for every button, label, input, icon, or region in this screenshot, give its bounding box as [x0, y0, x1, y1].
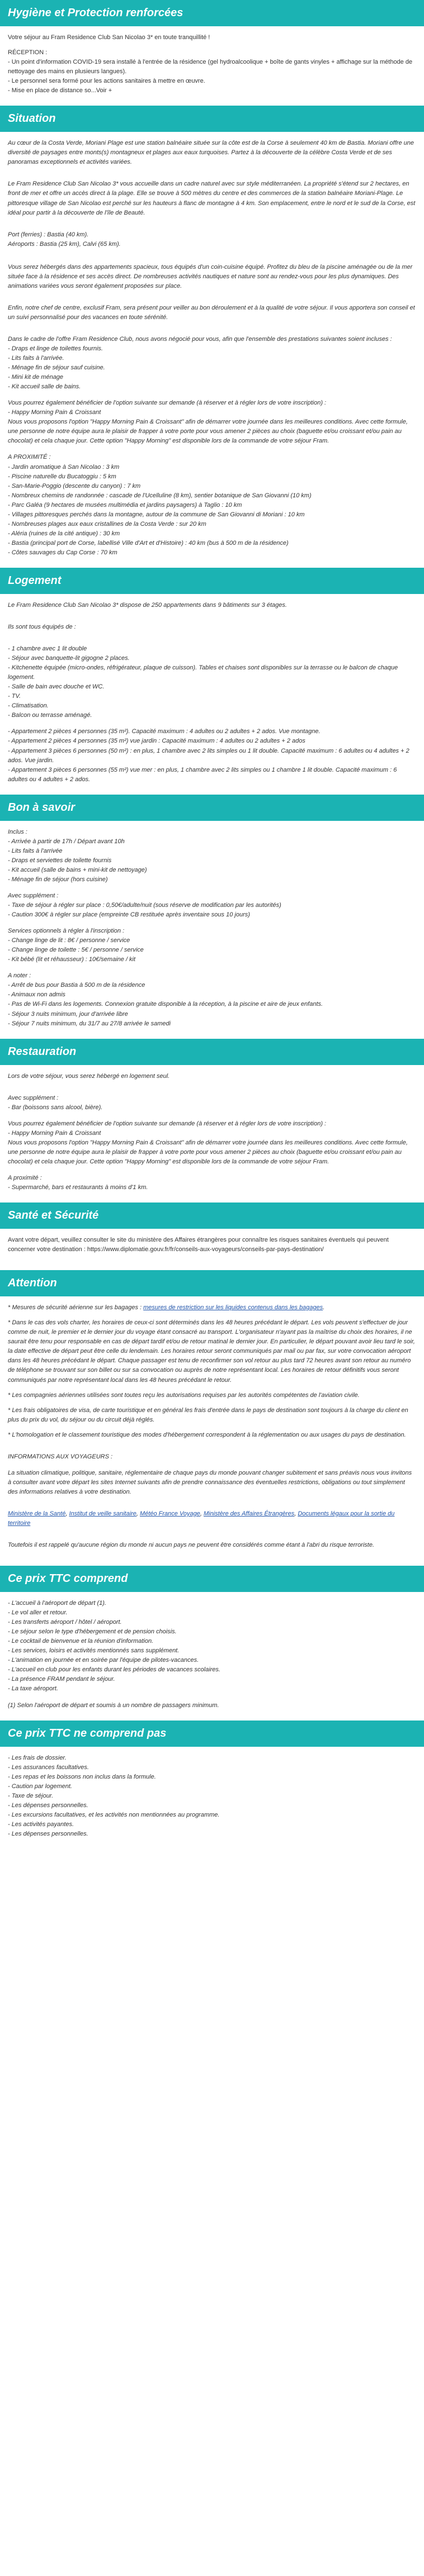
list-item: - Nombreux chemins de randonnée : cascade de l'Ucelluline (8 km), sentier botanique de San Giovanni (10 km): [8, 492, 312, 499]
link-ministere-sante[interactable]: Ministère de la Santé: [8, 1510, 66, 1517]
attention-paragraph: * L'homologation et le classement touristique des modes d'hébergement correspondent à la réglementation ou aux usages du pays de destination.: [8, 1431, 406, 1438]
sante-paragraph: Avant votre départ, veuillez consulter le site du ministère des Affaires étrangères pour connaître les risques sanitaires éventuels qui peuvent concerner votre destination : https://www.diplomatie.gouv.fr/fr/conseils-aux-voyageurs/conseils-par-pays-destination/: [8, 1237, 389, 1253]
list-item: - Séjour avec banquette-lit gigogne 2 places.: [8, 655, 130, 662]
hygiene-section-title: Hygiène et Protection renforcées: [0, 0, 424, 26]
list-item: - Parc Galéa (9 hectares de musées multimédia et jardins paysagers) à Taglio : 10 km: [8, 501, 242, 508]
baggage-security-suffix: .: [323, 1304, 325, 1311]
list-item: - Balcon ou terrasse aménagé.: [8, 712, 92, 719]
logement-section-title: Logement: [0, 568, 424, 594]
inclus-heading: Inclus :: [8, 828, 27, 835]
list-item: - Les repas et les boissons non inclus dans la formule.: [8, 1773, 156, 1780]
list-item: - Les services, loisirs et activités mentionnés sans supplément.: [8, 1647, 180, 1655]
list-item: - Taxe de séjour.: [8, 1792, 54, 1799]
terrorism-notice: Toutefois il est rappelé qu'aucune région du monde ni aucun pays ne peuvent être considérés comme étant à l'abri du risque terroriste.: [8, 1542, 375, 1549]
list-item: - Séjour 7 nuits minimum, du 31/7 au 27/8 arrivée le samedi: [8, 1020, 171, 1027]
included-services-list: [8, 335, 416, 392]
hygiene-section-body: [0, 26, 424, 106]
equipment-list: [8, 644, 416, 720]
bonasavoir-section-body: [0, 821, 424, 1039]
noter-heading: A noter :: [8, 972, 31, 980]
hygiene-line: - Le personnel sera formé pour les actions sanitaires à mettre en œuvre.: [8, 78, 205, 85]
list-item: - Les dépenses personnelles.: [8, 1802, 88, 1809]
list-item: - Les transferts aéroport / hôtel / aéroport.: [8, 1619, 122, 1626]
link-documents-legaux[interactable]: Documents légaux pour la sortie du territoire: [8, 1510, 395, 1527]
list-item: - Les frais de dossier.: [8, 1754, 67, 1761]
footnote: (1) Selon l'aéroport de départ et soumis à un nombre de passagers minimum.: [8, 1702, 219, 1709]
list-item: - Les activités payantes.: [8, 1821, 74, 1828]
link-affaires-etrangeres[interactable]: Ministère des Affaires Étrangères: [204, 1510, 295, 1517]
list-item: - L'animation en journée et en soirée par l'équipe de pilotes-vacances.: [8, 1657, 199, 1664]
restauration-section-body: [0, 1065, 424, 1203]
list-item: - Taxe de séjour à régler sur place : 0,50€/adulte/nuit (sous réserve de modification par les autorités): [8, 902, 281, 909]
prix-comprend-section-body: [0, 1592, 424, 1720]
list-item: - Climatisation.: [8, 702, 49, 710]
list-item: - Jardin aromatique à San Nicolao : 3 km: [8, 463, 120, 470]
situation-section-title: Situation: [0, 106, 424, 132]
sante-section-body: [0, 1229, 424, 1270]
prix-non-compris-section-body: [0, 1747, 424, 1849]
list-item: - Lits faits à l'arrivée.: [8, 355, 64, 362]
attention-section-title: Attention: [0, 1270, 424, 1296]
link-meteo-france[interactable]: Météo France Voyage: [140, 1510, 200, 1517]
list-item: - Appartement 2 pièces 4 personnes (35 m²) vue jardin : Capacité maximum : 4 adultes ou 2 adultes + 2 ados: [8, 738, 305, 745]
attention-paragraph: * Les frais obligatoires de visa, de carte touristique et en général les frais d'entrée dans le pays de destination sont toujours à la charge du client en plus du prix du vol, du séjour ou du circuit déjà réglés.: [8, 1406, 408, 1423]
list-item: - Animaux non admis: [8, 991, 65, 999]
proximity-heading: A proximité :: [8, 1174, 42, 1181]
list-item: - Le cocktail de bienvenue et la réunion d'information.: [8, 1638, 154, 1645]
attention-paragraph: * Dans le cas des vols charter, les horaires de ceux-ci sont déterminés dans les 48 heures précédant le départ. Les vols peuvent s'effectuer de jour comme de nuit, le premier et le dernier jour du voyage étant consacré au transport. L'organisateur n'ayant pas la maîtrise du choix des horaires, il ne saurait être tenu pour responsable en cas de départ tardif et/ou de retour matinal le dernier jour. En particulier, le départ pouvant avoir lieu tard le soir, la date effective de départ peut être celle du lendemain. Les horaires retour seront communiqués par mail ou par fax, sur votre convocation aéroport dans les 48 heures précédant le départ. Chaque passager est tenu de reconfirmer son vol retour au plus tard 72 heures avant son retour au numéro de téléphone se trouvant sur son billet ou sur sa convocation ou auprès de notre représentant local. Les horaires de retour définitifs vous seront communiqués par notre représentant local dans les 48 heures précédant le retour.: [8, 1319, 415, 1384]
list-item: - L'accueil à l'aéroport de départ (1).: [8, 1600, 107, 1607]
list-item: - Piscine naturelle du Bucatoggiu : 5 km: [8, 473, 116, 480]
logement-section-body: [0, 594, 424, 795]
port-info: Port (ferries) : Bastia (40 km).: [8, 231, 89, 238]
see-more-link[interactable]: - Mise en place de distance so...Voir +: [8, 87, 112, 94]
list-item: - L'accueil en club pour les enfants durant les périodes de vacances scolaires.: [8, 1666, 220, 1674]
list-item: - Draps et serviettes de toilette fournis: [8, 857, 112, 864]
list-item: - Le vol aller et retour.: [8, 1609, 68, 1617]
list-item: - Pas de Wi-Fi dans les logements. Connexion gratuite disponible à la réception, à la piscine et aire de jeux enfants.: [8, 1001, 323, 1008]
list-item: - Villages pittoresques perchés dans la montagne, autour de la commune de San Giovanni di Moriani : 10 km: [8, 511, 305, 518]
list-item: - Appartement 2 pièces 4 personnes (35 m²). Capacité maximum : 4 adultes ou 2 adultes + 2 ados. Vue montagne.: [8, 728, 321, 735]
proximity-heading: A PROXIMITÉ :: [8, 454, 51, 461]
info-heading: INFORMATIONS AUX VOYAGEURS :: [8, 1453, 113, 1460]
apartment-types-list: [8, 727, 416, 784]
list-item: - Les dépenses personnelles.: [8, 1830, 88, 1837]
list-item: - Appartement 3 pièces 6 personnes (50 m²) : en plus, 1 chambre avec 2 lits simples ou 1 lit double. Capacité maximum : 6 adultes ou 4 adultes + 2 ados. Vue jardin.: [8, 747, 409, 764]
list-item: Vous pourrez également bénéficier de l'option suivante sur demande (à réserver et à régler lors de votre inscription) :: [8, 1120, 327, 1127]
sante-section-title: Santé et Sécurité: [0, 1203, 424, 1229]
list-item: - Kit accueil salle de bains.: [8, 383, 81, 391]
list-item: - Les assurances facultatives.: [8, 1764, 89, 1771]
list-item: - Happy Morning Pain & Croissant: [8, 409, 101, 416]
list-item: - La taxe aéroport.: [8, 1685, 58, 1693]
list-item: - Appartement 3 pièces 6 personnes (55 m²) vue mer : en plus, 1 chambre avec 2 lits simples ou 1 chambre 1 lit double. Capacité maximum : 6 adultes ou 4 adultes + 2 ados.: [8, 766, 397, 783]
list-item: - Ménage fin de séjour sauf cuisine.: [8, 364, 105, 372]
list-item: - Supermarché, bars et restaurants à moins d'1 km.: [8, 1184, 148, 1191]
situation-paragraph: Le Fram Residence Club San Nicolao 3* vous accueille dans un cadre naturel avec sur style méditerranéen. La propriété s'étend sur 2 hectares, en front de mer et offre un accès direct à la plage. Elle se trouve à 500 mètres du centre et des commerces de la station balnéaire Moriani-Plage. Le pittoresque village de San Nicolao est perché sur les hauteurs à flanc de montagne à 4 km. Son emplacement, entre le nord et le sud de la Corse, est idéal pour partir à la découverte de l'île de Beauté.: [8, 180, 416, 216]
attention-paragraph: * Les compagnies aériennes utilisées sont toutes reçu les autorisations requises par les autorités compétentes de l'aviation civile.: [8, 1391, 360, 1399]
info-paragraph: La situation climatique, politique, sanitaire, réglementaire de chaque pays du monde pouvant changer subitement et sans préavis nous vous invitons à consulter avant votre départ les sites Internet suivants afin de prendre connaissance des éventuelles restrictions, obligations ou tout simplement des informations relatives à votre destination.: [8, 1469, 412, 1495]
travel-links: Ministère de la Santé, Institut de veille sanitaire, Météo France Voyage, Ministère des Affaires Étrangères, Documents légaux pour la sortie du territoire: [8, 1510, 395, 1527]
list-item: - Arrivée à partir de 17h / Départ avant 10h: [8, 838, 125, 845]
list-item: - Caution par logement.: [8, 1783, 72, 1790]
list-item: - Arrêt de bus pour Bastia à 500 m de la résidence: [8, 982, 145, 989]
attention-section-body: [0, 1296, 424, 1566]
list-item: - Côtes sauvages du Cap Corse : 70 km: [8, 549, 117, 556]
logement-paragraph: Le Fram Residence Club San Nicolao 3* dispose de 250 appartements dans 9 bâtiments sur 3 étages.: [8, 601, 287, 609]
list-item: - Nombreuses plages aux eaux cristallines de la Costa Verde : sur 20 km: [8, 520, 206, 527]
supplement-heading: Avec supplément :: [8, 892, 59, 899]
prix-non-compris-section-title: Ce prix TTC ne comprend pas: [0, 1720, 424, 1747]
hygiene-line: - Un point d'information COVID-19 sera installé à l'entrée de la résidence (gel hydroalcoolique + boîte de gants vinyles + affichage sur la méthode de nettoyage des mains en plusieurs langues).: [8, 59, 413, 75]
list-item: - Kitchenette équipée (micro-ondes, réfrigérateur, plaque de cuisson). Tables et chaises sont disponibles sur la terrasse ou le balcon de chaque logement.: [8, 664, 398, 681]
restauration-paragraph: Lors de votre séjour, vous serez hébergé en logement seul.: [8, 1072, 170, 1080]
list-item: Nous vous proposons l'option "Happy Morning Pain & Croissant" afin de démarrer votre journée dans les meilleures conditions. Avec cette formule, une personne de notre équipe aura le plaisir de frapper à votre porte pour vous amener 2 pièces au choix (baguette et/ou croissant et/ou pain au chocolat) et cela chaque jour. Cette option "Happy Morning" est disponible lors de la commande de votre séjour Fram.: [8, 1139, 408, 1165]
situation-paragraph: Au cœur de la Costa Verde, Moriani Plage est une station balnéaire située sur la côte est de la Corse à seulement 40 km de Bastia. Moriani offre une diversité de paysages entre monts(s) montagneux et plages aux eaux turquoises. Partez à la découverte de la célèbre Costa Verde et de ses panoramas exceptionnels et activités variées.: [8, 140, 414, 166]
hygiene-intro: Votre séjour au Fram Residence Club San Nicolao 3* en toute tranquillité !: [8, 34, 210, 41]
list-item: - Kit bébé (lit et réhausseur) : 10€/semaine / kit: [8, 956, 136, 963]
link-veille-sanitaire[interactable]: Institut de veille sanitaire: [69, 1510, 136, 1517]
baggage-security-paragraph: [8, 1303, 416, 1313]
situation-paragraph: Vous serez hébergés dans des appartements spacieux, tous équipés d'un coin-cuisine équipé. Profitez du bleu de la piscine aménagée ou de la mer située face à la résidence et ses accès direct. De nombreuses activités nautiques et nature sont au rendez-vous pour les plus dynamiques. Des animations variées vous seront également proposées sur place.: [8, 263, 413, 289]
proximity-list: [8, 463, 416, 558]
reception-heading: RÉCEPTION :: [8, 49, 48, 56]
baggage-security-prefix: * Mesures de sécurité aérienne sur les bagages :: [8, 1304, 144, 1311]
list-item: - Mini kit de ménage: [8, 374, 64, 381]
list-item: - Aléria (ruines de la cité antique) : 30 km: [8, 530, 120, 537]
list-item: - Séjour 3 nuits minimum, jour d'arrivée libre: [8, 1010, 128, 1018]
supplement-heading: Avec supplément :: [8, 1094, 59, 1101]
situation-paragraph: Enfin, notre chef de centre, exclusif Fram, sera présent pour veiller au bon déroulement et à la qualité de votre séjour. Il vous apportera son conseil et un suivi personnalisé pour des vacances en toute sérénité.: [8, 304, 415, 321]
list-item: - La présence FRAM pendant le séjour.: [8, 1676, 115, 1683]
list-item: - San-Marie-Poggio (descente du canyon) : 7 km: [8, 482, 141, 489]
list-item: - 1 chambre avec 1 lit double: [8, 645, 87, 653]
list-item: - Les excursions facultatives, et les activités non mentionnées au programme.: [8, 1811, 220, 1818]
bonasavoir-section-title: Bon à savoir: [0, 795, 424, 821]
prix-comprend-section-title: Ce prix TTC comprend: [0, 1566, 424, 1592]
list-item: - Happy Morning Pain & Croissant: [8, 1129, 101, 1137]
happy-morning-option: [8, 398, 416, 446]
restauration-section-title: Restauration: [0, 1039, 424, 1065]
services-heading: Services optionnels à régler à l'inscription :: [8, 928, 125, 935]
liquids-restriction-link[interactable]: mesures de restriction sur les liquides contenus dans les bagages: [143, 1304, 323, 1311]
list-item: Vous pourrez également bénéficier de l'option suivante sur demande (à réserver et à régler lors de votre inscription) :: [8, 400, 327, 407]
situation-section-body: [0, 132, 424, 568]
list-item: - Change linge de toilette : 5€ / personne / service: [8, 947, 144, 954]
list-item: - Le séjour selon le type d'hébergement et de pension choisis.: [8, 1628, 177, 1636]
list-item: - Bar (boissons sans alcool, bière).: [8, 1104, 103, 1111]
list-item: - Salle de bain avec douche et WC.: [8, 683, 105, 691]
list-item: - Bastia (principal port de Corse, labellisé Ville d'Art et d'Histoire) : 40 km (bus à 500 m de la résidence): [8, 539, 289, 546]
list-item: Dans le cadre de l'offre Fram Residence Club, nous avons négocié pour vous, afin que l'ensemble des prestations suivantes soient incluses :: [8, 335, 392, 343]
list-item: - Kit accueil (salle de bains + mini-kit de nettoyage): [8, 866, 147, 873]
list-item: - Draps et linge de toilettes fournis.: [8, 345, 103, 352]
list-item: - TV.: [8, 693, 21, 700]
list-item: - Change linge de lit : 8€ / personne / service: [8, 937, 130, 944]
list-item: - Lits faits à l'arrivée: [8, 847, 63, 854]
airport-info: Aéroports : Bastia (25 km), Calvi (65 km).: [8, 240, 121, 248]
logement-paragraph: Ils sont tous équipés de :: [8, 624, 76, 631]
list-item: - Caution 300€ à régler sur place (empreinte CB restituée après inventaire sous 10 jours): [8, 911, 250, 919]
list-item: Nous vous proposons l'option "Happy Morning Pain & Croissant" afin de démarrer votre journée dans les meilleures conditions. Avec cette formule, une personne de notre équipe aura le plaisir de frapper à votre porte pour vous amener 2 pièces au choix (baguette et/ou croissant et/ou pain au chocolat) et cela chaque jour. Cette option "Happy Morning" est disponible lors de la commande de votre séjour Fram.: [8, 419, 408, 445]
list-item: - Ménage fin de séjour (hors cuisine): [8, 876, 108, 883]
